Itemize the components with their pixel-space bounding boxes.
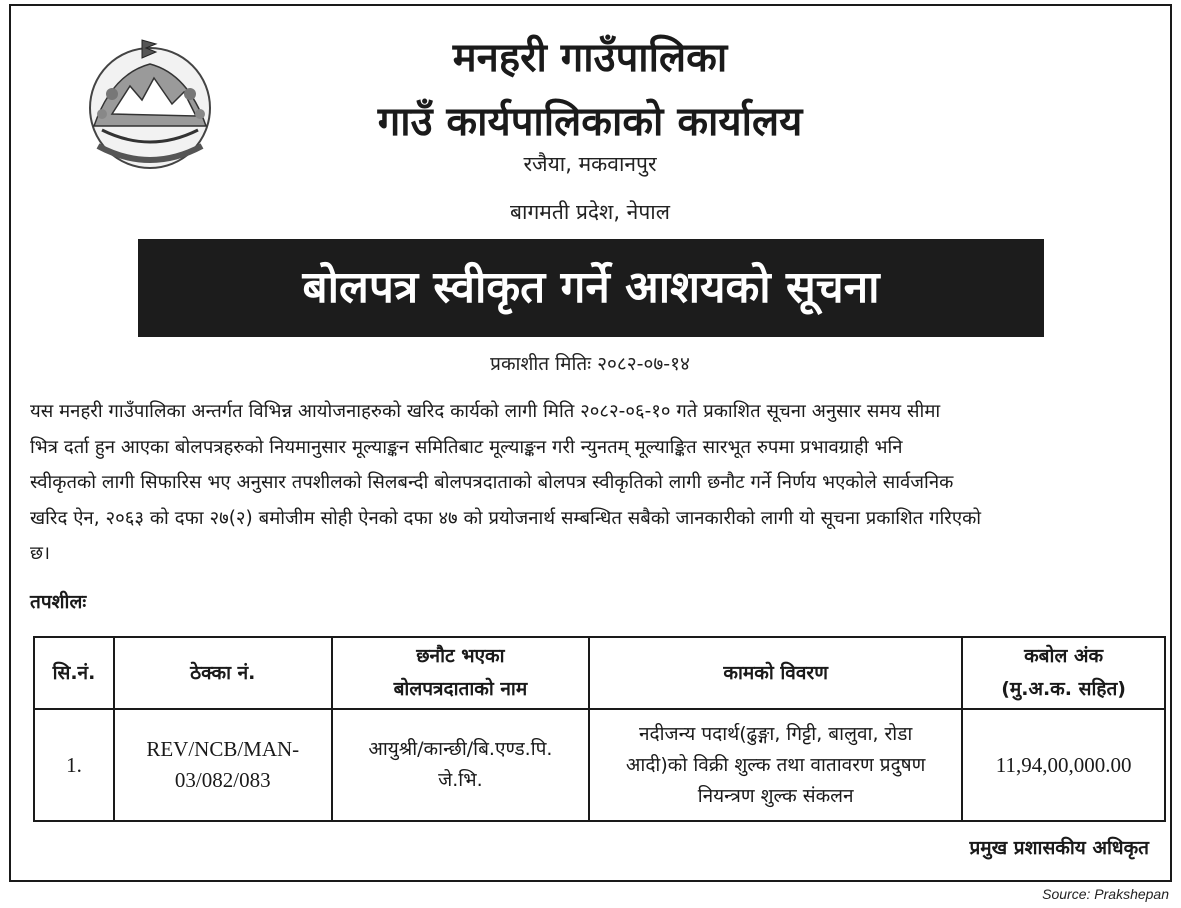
office-name: गाउँ कार्यपालिकाको कार्यालय	[377, 99, 803, 145]
schedule-label: तपशीलः	[30, 591, 87, 613]
municipality-name: मनहरी गाउँपालिका	[452, 35, 728, 81]
cell-bidder-name: आयुश्री/कान्छी/बि.एण्ड.पि. जे.भि.	[332, 709, 589, 821]
cell-contract-no: REV/NCB/MAN- 03/082/083	[114, 709, 332, 821]
header-bidder-name: छनौट भएका बोलपत्रदाताको नाम	[332, 637, 589, 709]
notice-body	[30, 394, 1154, 572]
table-header-row	[34, 637, 1165, 709]
table-row	[34, 709, 1165, 821]
notice-body-line: स्वीकृतको लागी सिफारिस भए अनुसार तपशीलको सिलबन्दी बोलपत्रदाताको बोलपत्र स्वीकृतिको लागी छनौट गर्ने निर्णय भएकोले सार्वजनिक	[30, 472, 954, 493]
cell-work-description: नदीजन्य पदार्थ(ढुङ्गा, गिट्टी, बालुवा, रोडा आदी)को विक्री शुल्क तथा वातावरण प्रदुषण नियन्त्रण शुल्क संकलन	[589, 709, 962, 821]
header-bid-amount: कबोल अंक (मु.अ.क. सहित)	[962, 637, 1165, 709]
signatory-title: प्रमुख प्रशासकीय अधिकृत	[969, 837, 1149, 859]
notice-body-line: भित्र दर्ता हुन आएका बोलपत्रहरुको नियमानुसार मूल्याङ्कन समितिबाट मूल्याङ्कन गरी न्युनतम् मूल्याङ्कित सारभूत रुपमा प्रभावग्राही भनि	[30, 436, 903, 458]
notice-body-line: छ।	[30, 543, 50, 564]
cell-bid-amount: 11,94,00,000.00	[962, 709, 1165, 821]
header-serial: सि.नं.	[34, 637, 114, 709]
header-contract-no: ठेक्का नं.	[114, 637, 332, 709]
tender-table	[33, 636, 1166, 822]
notice-title-banner: बोलपत्र स्वीकृत गर्ने आशयको सूचना	[138, 239, 1044, 337]
header-work-description: कामको विवरण	[589, 637, 962, 709]
notice-body-line: यस मनहरी गाउँपालिका अन्तर्गत विभिन्न आयोजनाहरुको खरिद कार्यको लागी मिति २०८२-०६-१० गते प्रकाशित सूचना अनुसार समय सीमा	[30, 401, 941, 422]
published-date: प्रकाशीत मितिः २०८२-०७-१४	[490, 353, 690, 375]
office-address: रजैया, मकवानपुर	[523, 152, 657, 176]
notice-body-line: खरिद ऐन, २०६३ को दफा २७(२) बमोजीम सोही ऐनको दफा ४७ को प्रयोजनार्थ सम्बन्धित सबैको जानकारीको लागी यो सूचना प्रकाशित गरिएको	[30, 507, 982, 529]
cell-serial: 1.	[34, 709, 114, 821]
source-credit: Source: Prakshepan	[1042, 886, 1169, 902]
office-province: बागमती प्रदेश, नेपाल	[510, 200, 670, 224]
